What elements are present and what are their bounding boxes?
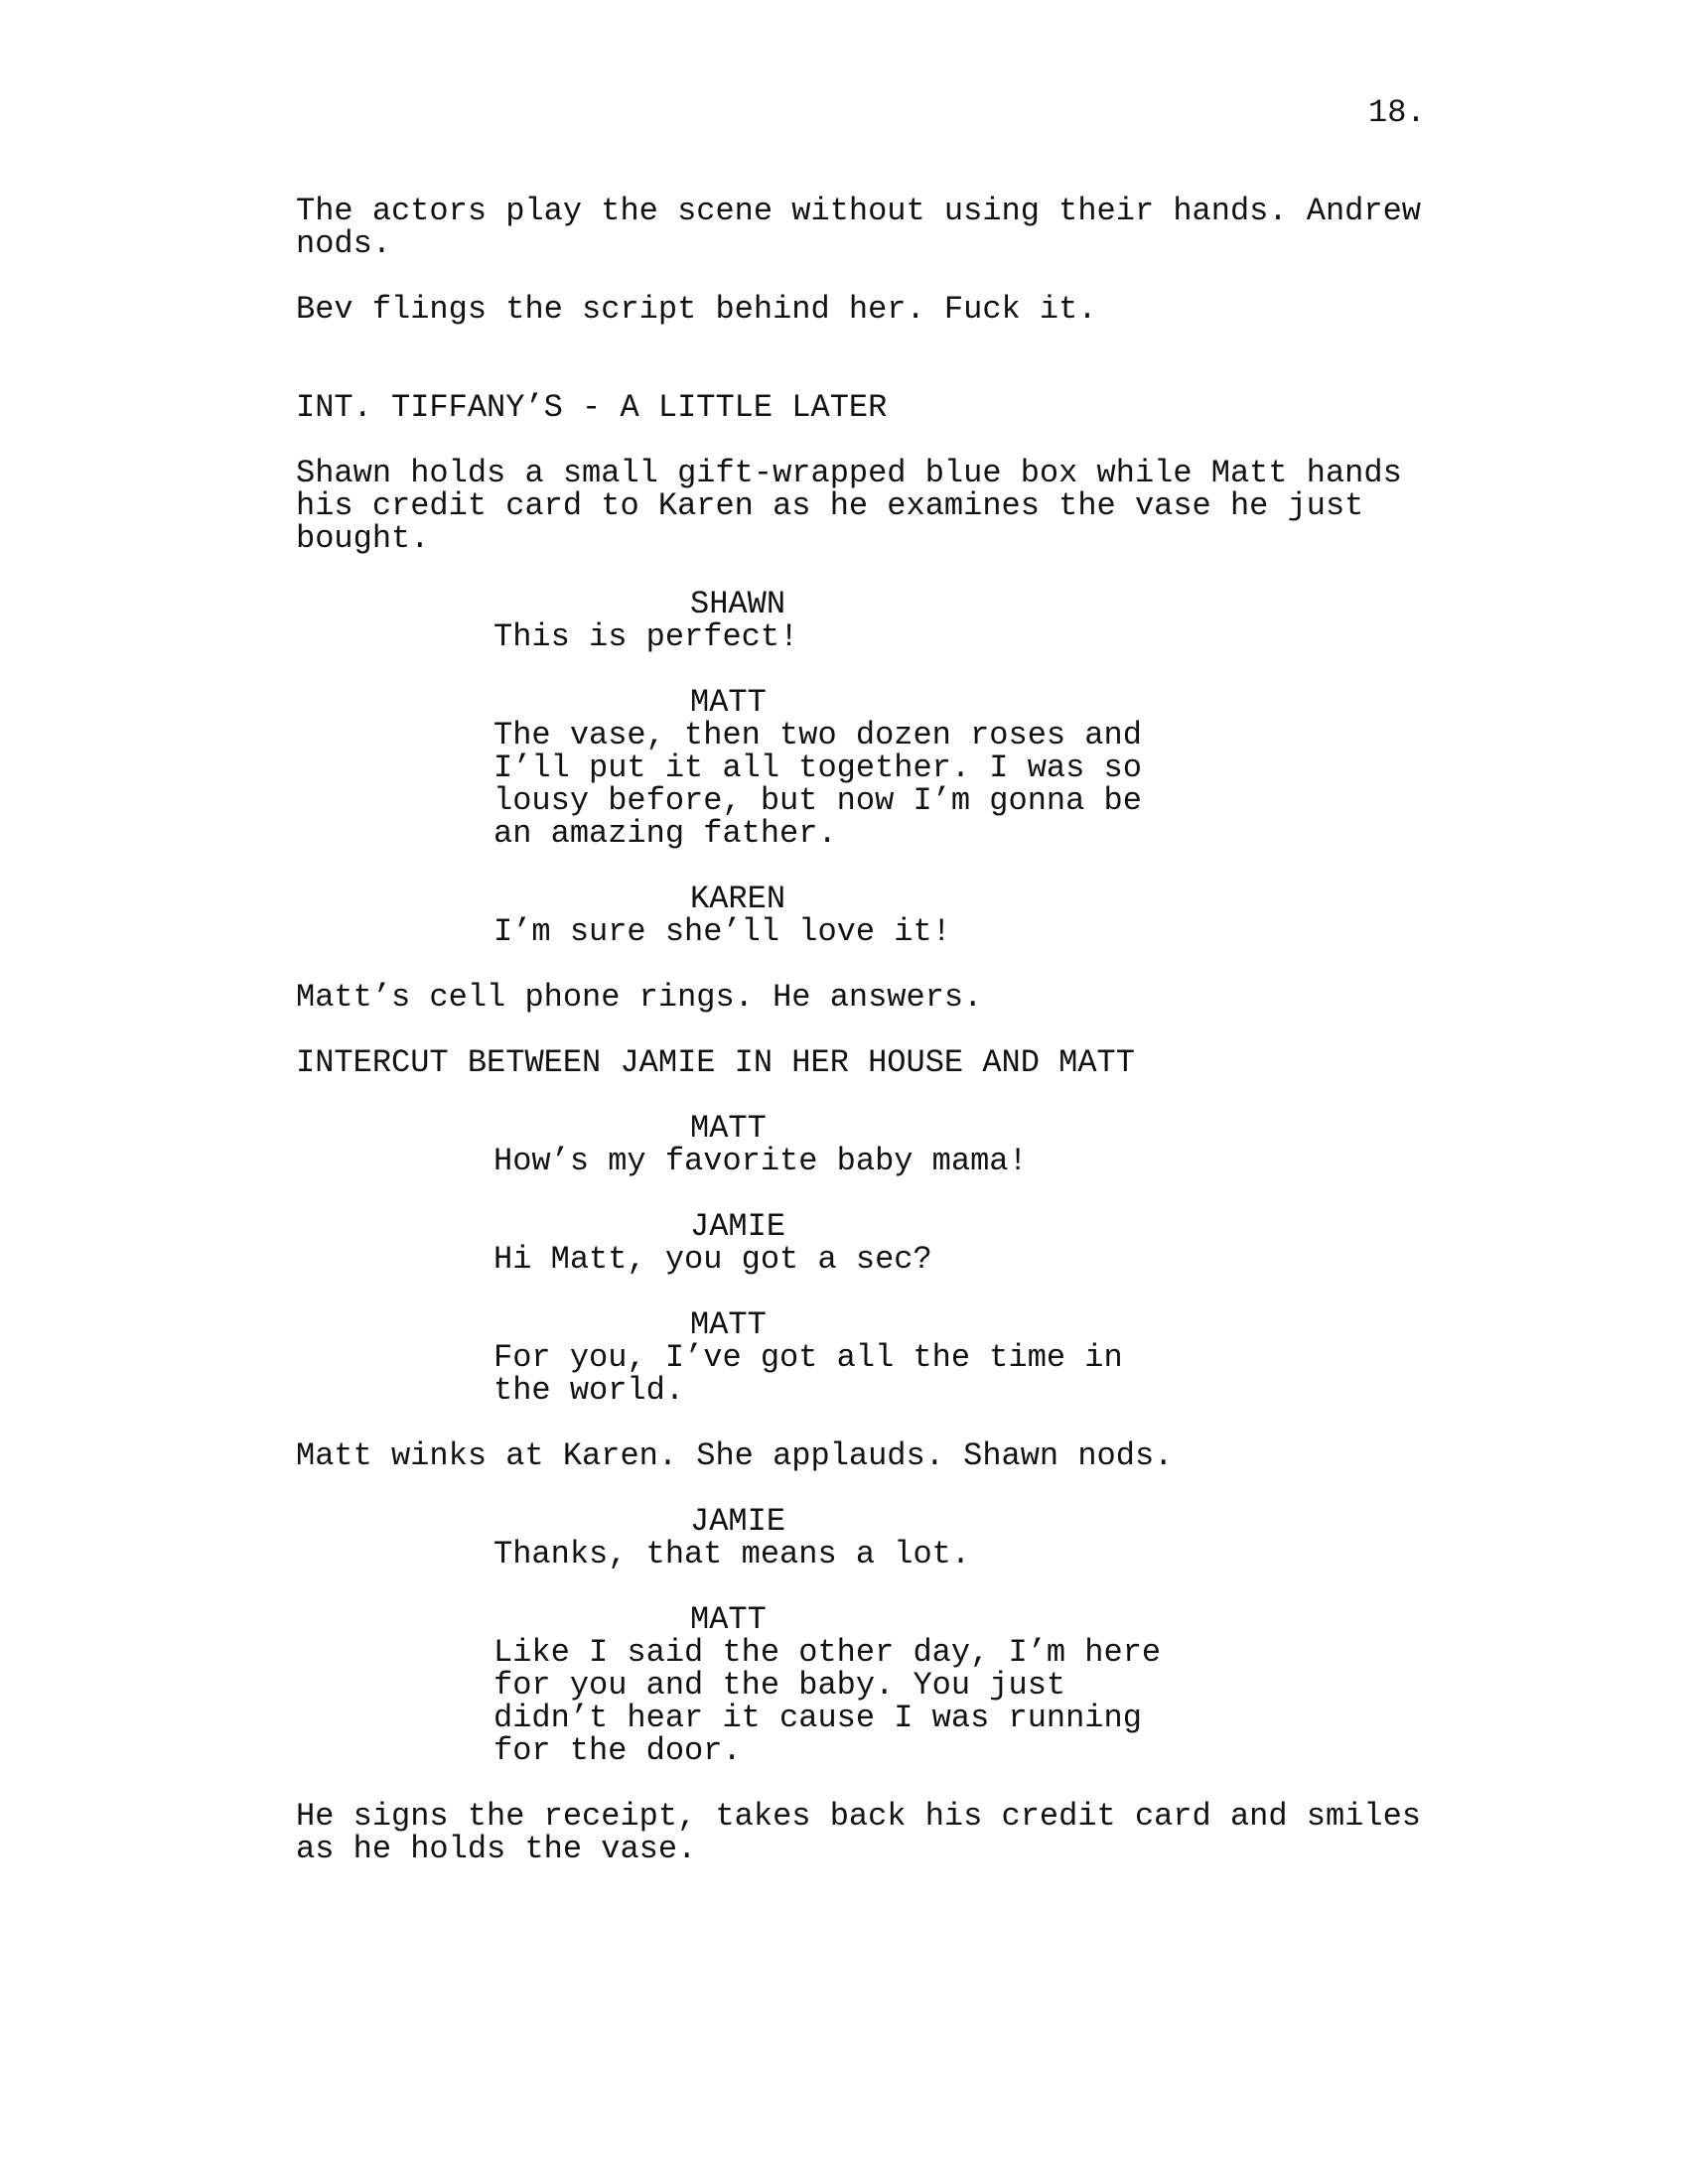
character-cue: KAREN <box>690 881 786 917</box>
transition-line: INTERCUT BETWEEN JAMIE IN HER HOUSE AND MATT <box>296 1044 1135 1081</box>
character-cue: SHAWN <box>690 586 786 622</box>
action-line: Bev flings the script behind her. Fuck it. <box>296 291 1097 328</box>
character-cue: JAMIE <box>690 1208 786 1245</box>
dialogue-line: for the door. <box>493 1732 742 1769</box>
dialogue-line: I’ll put it all together. I was so <box>493 750 1142 786</box>
dialogue-line: For you, I’ve got all the time in <box>493 1339 1123 1376</box>
dialogue-line: the world. <box>493 1372 685 1409</box>
character-cue: MATT <box>690 1110 767 1147</box>
character-cue: MATT <box>690 684 767 721</box>
dialogue-line: I’m sure she’ll love it! <box>493 913 951 950</box>
action-line: nods. <box>296 225 392 262</box>
character-cue: MATT <box>690 1306 767 1343</box>
action-line: bought. <box>296 520 430 557</box>
character-cue: JAMIE <box>690 1503 786 1540</box>
dialogue-line: Hi Matt, you got a sec? <box>493 1241 932 1278</box>
action-line: Shawn holds a small gift-wrapped blue box while Matt hands <box>296 455 1402 491</box>
page-number: 18. <box>1368 94 1426 131</box>
action-line: his credit card to Karen as he examines the vase he just <box>296 487 1364 524</box>
dialogue-line: This is perfect! <box>493 618 799 655</box>
dialogue-line: How’s my favorite baby mama! <box>493 1143 1028 1179</box>
dialogue-line: for you and the baby. You just <box>493 1667 1066 1704</box>
action-line: The actors play the scene without using their hands. Andrew <box>296 193 1421 229</box>
character-cue: MATT <box>690 1601 767 1638</box>
dialogue-line: an amazing father. <box>493 815 837 852</box>
scene-heading: INT. TIFFANY’S - A LITTLE LATER <box>296 389 888 426</box>
dialogue-line: The vase, then two dozen roses and <box>493 717 1142 753</box>
dialogue-line: Like I said the other day, I’m here <box>493 1634 1162 1671</box>
action-line: He signs the receipt, takes back his credit card and smiles <box>296 1798 1421 1835</box>
dialogue-line: Thanks, that means a lot. <box>493 1536 971 1572</box>
action-line: Matt winks at Karen. She applauds. Shawn nods. <box>296 1437 1174 1474</box>
action-line: Matt’s cell phone rings. He answers. <box>296 979 983 1016</box>
dialogue-line: didn’t hear it cause I was running <box>493 1700 1142 1736</box>
action-line: as he holds the vase. <box>296 1831 697 1867</box>
dialogue-line: lousy before, but now I’m gonna be <box>493 782 1142 819</box>
